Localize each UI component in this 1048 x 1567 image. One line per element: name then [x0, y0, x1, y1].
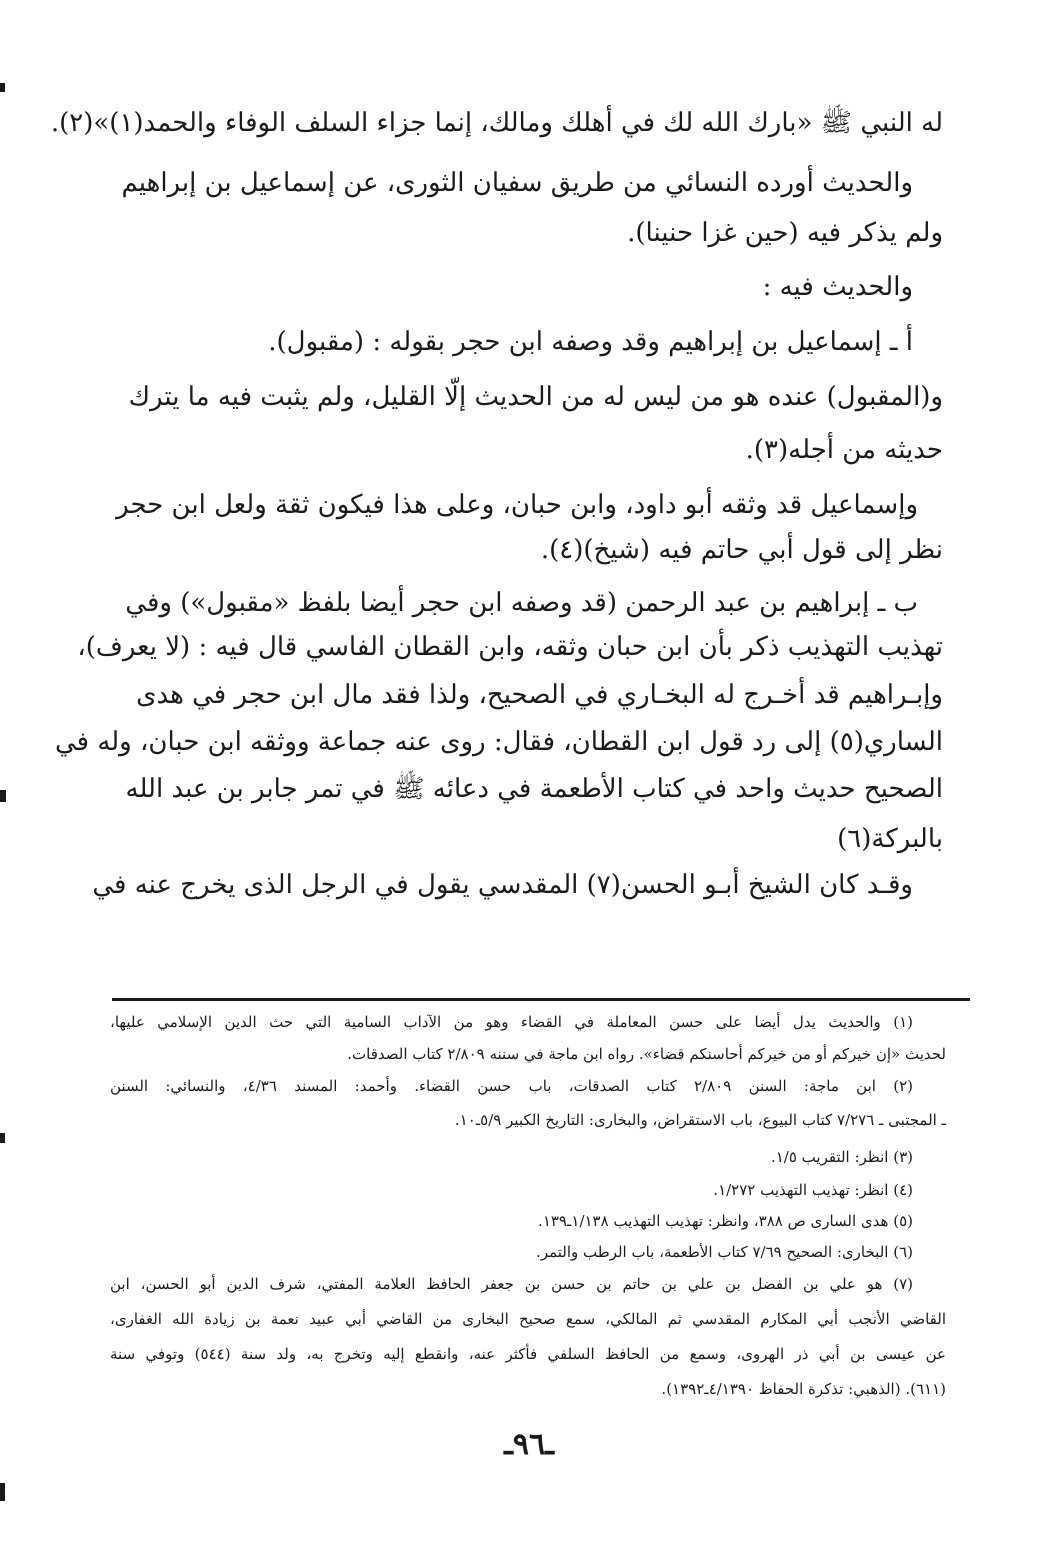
- footnote-5: (٥) هدى السارى ص ٣٨٨، وانظر: تهذيب التهذيب ١/١٣٨ـ١٣٩.: [538, 1212, 913, 1230]
- body-line-13: الساري(٥) إلى رد قول ابن القطان، فقال: روى عنه جماعة ووثقه ابن حبان، وله في: [54, 727, 943, 757]
- body-line-15: بالبركة(٦): [837, 824, 943, 854]
- footnote-7-line-1: (٧) هو علي بن الفضل بن علي بن حاتم بن حسن بن جعفر الحافظ العلامة المفتي، شرف الدين أبو الحسن، ابن: [110, 1275, 913, 1293]
- body-line-8: وإسماعيل قد وثقه أبو داود، وابن حبان، وعلى هذا فيكون ثقة ولعل ابن حجر: [116, 490, 918, 520]
- scan-mark-lower: [0, 1133, 5, 1143]
- footnote-4: (٤) انظر: تهذيب التهذيب ١/٢٧٢.: [713, 1181, 913, 1199]
- body-line-9: نظر إلى قول أبي حاتم فيه (شيخ)(٤).: [540, 535, 943, 565]
- page-number: ـ٩٦ـ: [504, 1427, 554, 1462]
- footnote-7-line-2: القاضي الأنجب أبي المكارم المقدسي ثم المالكي، سمع صحيح البخارى من القاضي أبي عبيد نعمة بن زيادة الله الغفارى،: [110, 1310, 946, 1328]
- footnote-separator-rule: [112, 998, 970, 1001]
- footnote-1-line-2: لحديث «إن خيركم أو من خيركم أحاسنكم قضاء». رواه ابن ماجة في سننه ٢/٨٠٩ كتاب الصدقات.: [347, 1045, 946, 1063]
- body-line-7: حديثه من أجله(٣).: [745, 435, 943, 465]
- footnote-7-line-4: (٦١١). (الذهبي: تذكرة الحفاظ ٤/١٣٩٠ـ١٣٩٢).: [661, 1380, 946, 1398]
- body-line-5: أ ـ إسماعيل بن إبراهيم وقد وصفه ابن حجر بقوله : (مقبول).: [268, 327, 913, 357]
- body-line-6: و(المقبول) عنده هو من ليس له من الحديث إلّا القليل، ولم يثبت فيه ما يترك: [128, 382, 943, 412]
- body-line-11: تهذيب التهذيب ذكر بأن ابن حبان وثقه، وابن القطان الفاسي قال فيه : (لا يعرف)،: [77, 632, 943, 662]
- body-line-4: والحديث فيه :: [762, 272, 913, 302]
- footnote-2-line-1: (٢) ابن ماجة: السنن ٢/٨٠٩ كتاب الصدقات، باب حسن القضاء. وأحمد: المسند ٤/٣٦، والنسائي: السنن: [110, 1077, 913, 1095]
- body-line-3: ولم يذكر فيه (حين غزا حنينا).: [627, 218, 943, 248]
- body-line-2: والحديث أورده النسائي من طريق سفيان الثورى، عن إسماعيل بن إبراهيم: [121, 168, 913, 198]
- footnote-3: (٣) انظر: التقريب ١/٥.: [770, 1148, 913, 1166]
- body-line-12: وإبـراهيم قد أخـرج له البخـاري في الصحيح، ولذا فقد مال ابن حجر في هدى: [136, 680, 943, 710]
- scan-mark-bottom: [0, 1483, 5, 1501]
- body-line-10: ب ـ إبراهيم بن عبد الرحمن (قد وصفه ابن حجر أيضا بلفظ «مقبول») وفي: [125, 588, 918, 618]
- body-line-14: الصحيح حديث واحد في كتاب الأطعمة في دعائه ﷺ في تمر جابر بن عبد الله: [125, 774, 943, 804]
- body-line-16: وقـد كان الشيخ أبـو الحسن(٧) المقدسي يقول في الرجل الذى يخرج عنه في: [92, 870, 913, 900]
- footnote-1-line-1: (١) والحديث يدل أيضا على حسن المعاملة في القضاء وهو من الآداب السامية التي حث الدين الإسلامي عليها،: [110, 1013, 913, 1031]
- footnote-2-line-2: ـ المجتبى ـ ٧/٢٧٦ كتاب البيوع، باب الاستقراض، والبخارى: التاريخ الكبير ٥/٩ـ١٠.: [454, 1111, 946, 1129]
- scan-mark-top: [0, 83, 5, 92]
- footnote-7-line-3: عن عيسى بن أبي ذر الهروى، وسمع من الحافظ السلفي فأكثر عنه، وانقطع إليه وتخرج به، ولد سنة (٥٤٤) وتوفي سنة: [110, 1345, 946, 1363]
- scan-mark-middle: [0, 790, 6, 802]
- footnote-6: (٦) البخارى: الصحيح ٧/٦٩ كتاب الأطعمة، باب الرطب والتمر.: [536, 1243, 913, 1261]
- body-line-1: له النبي ﷺ «بارك الله لك في أهلك ومالك، إنما جزاء السلف الوفاء والحمد(١)»(٢).: [50, 108, 943, 138]
